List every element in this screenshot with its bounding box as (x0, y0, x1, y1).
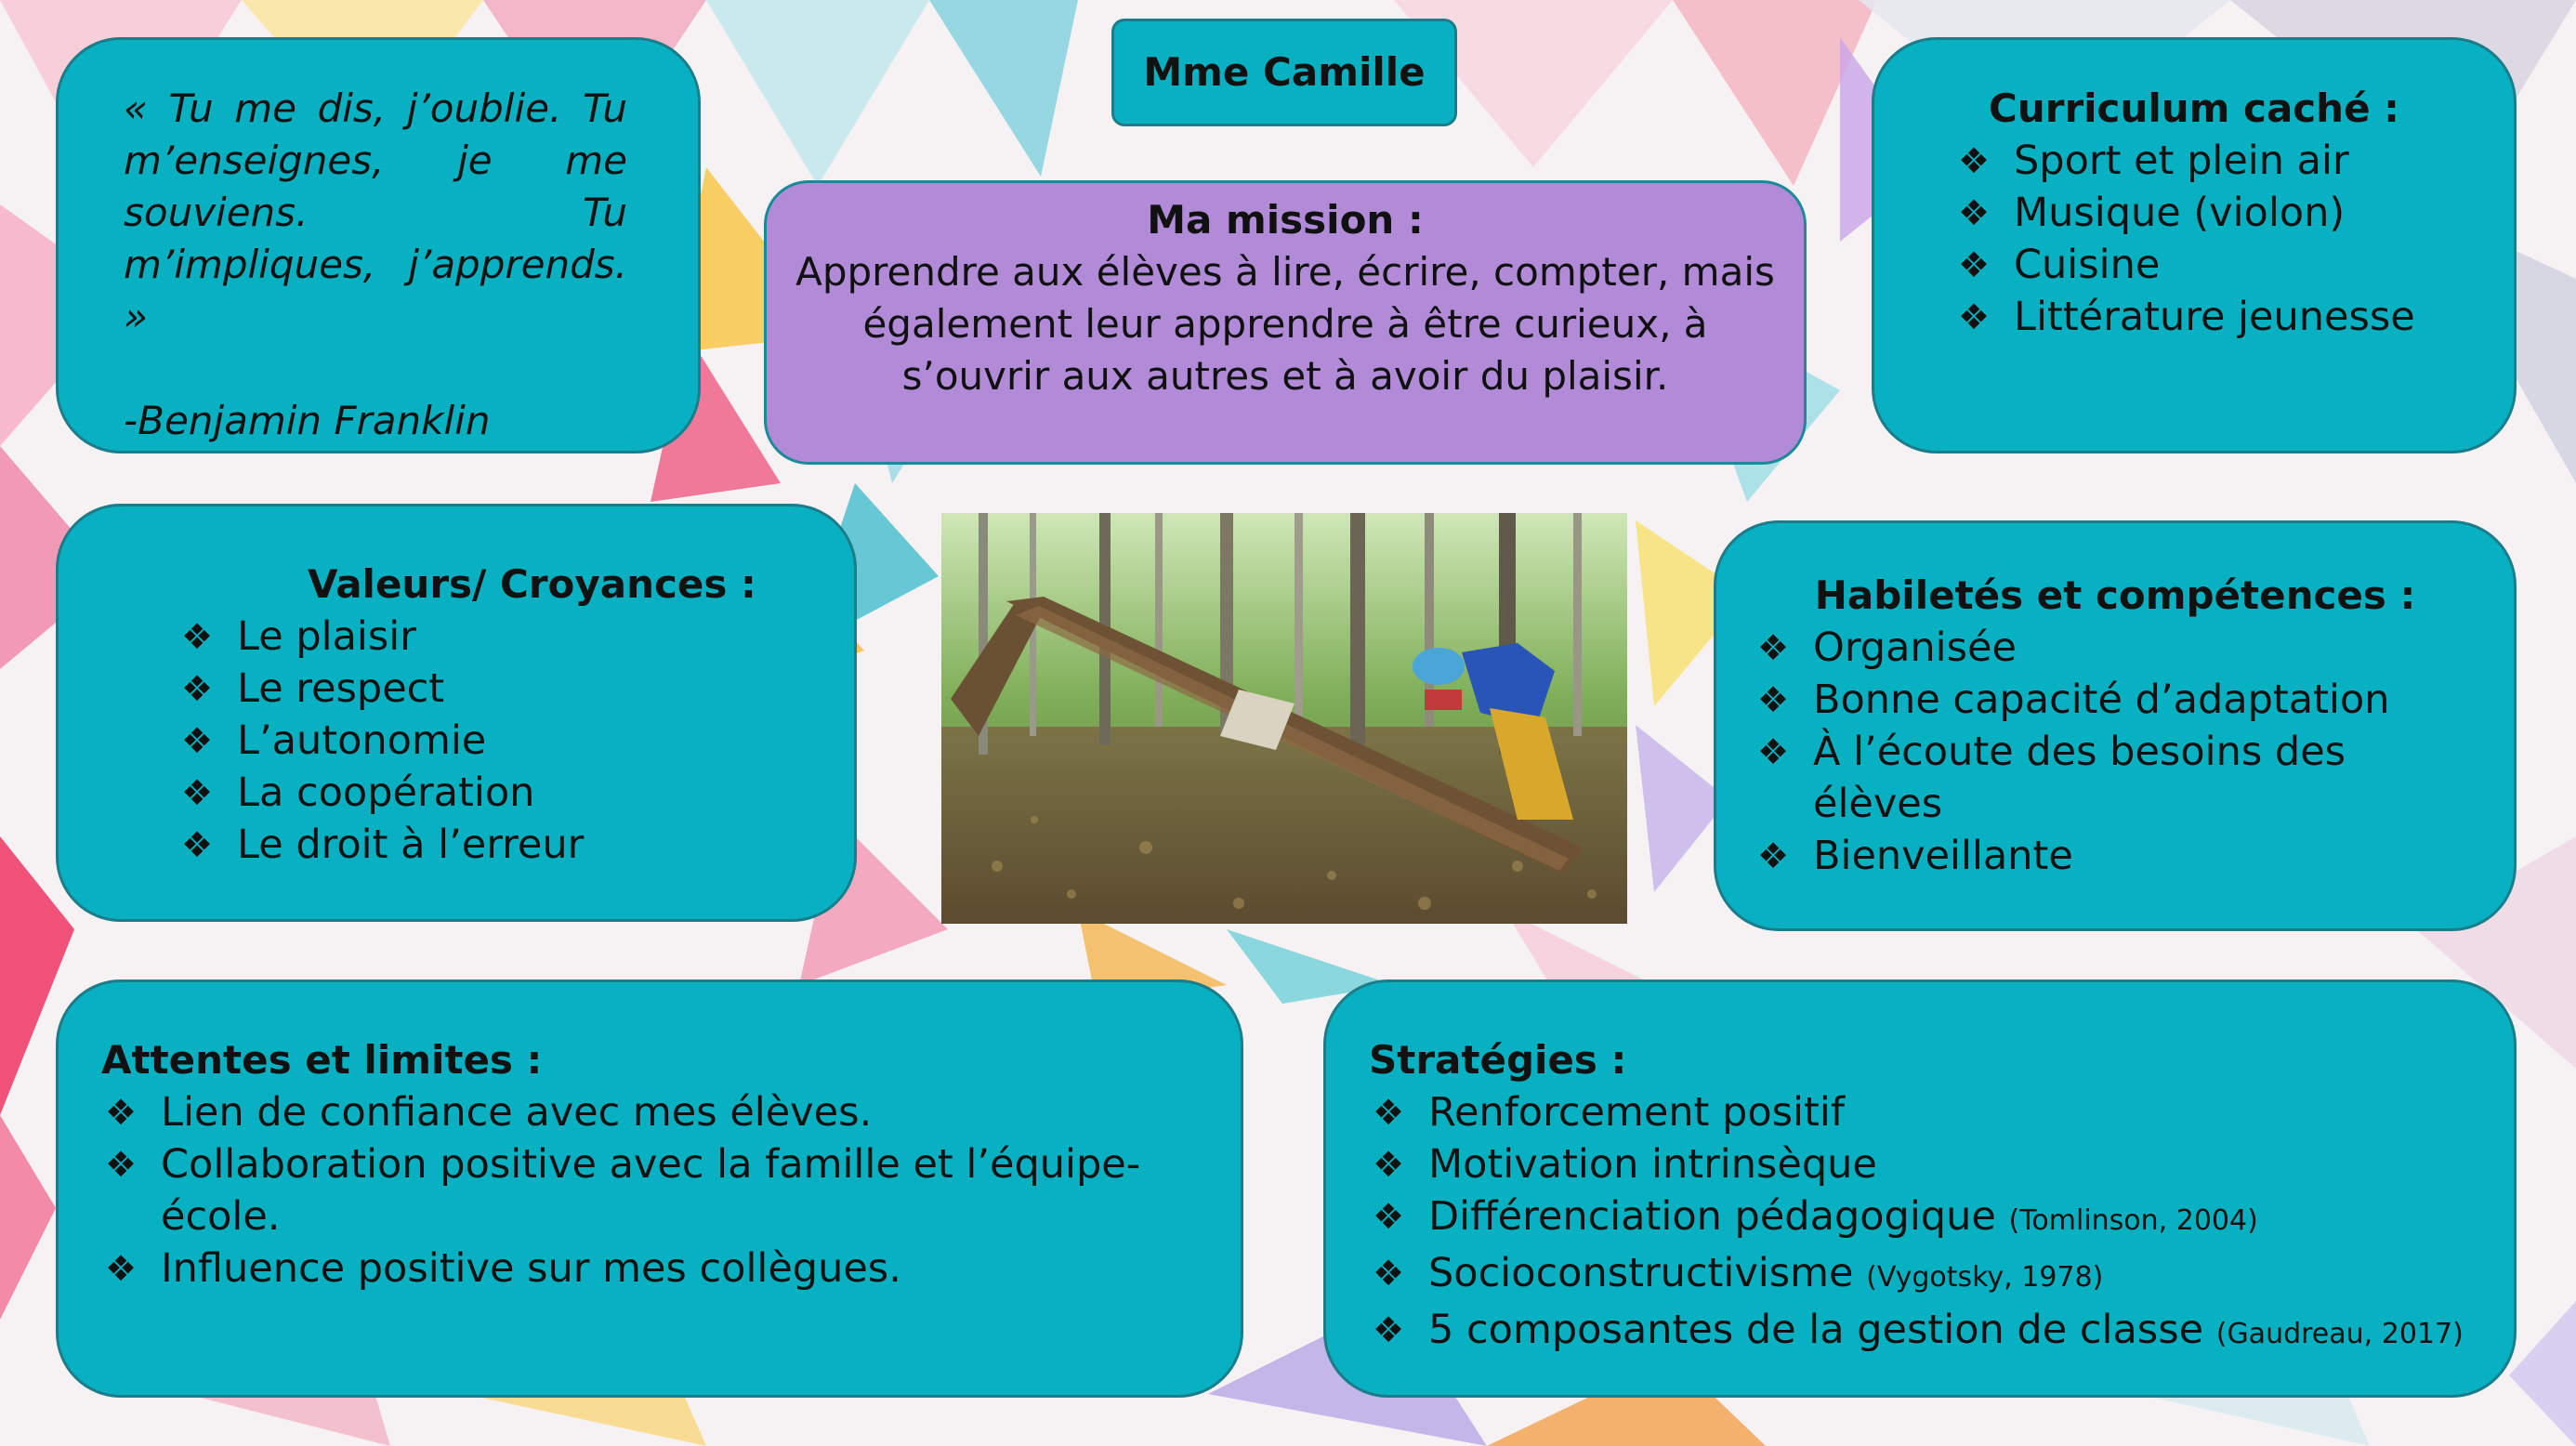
diamond-bullet-icon: ❖ (105, 1248, 138, 1289)
diamond-bullet-icon: ❖ (1757, 627, 1790, 668)
page-title: Mme Camille (1143, 49, 1426, 95)
list-item: ❖ Lien de confiance avec mes élèves. (101, 1086, 1203, 1138)
diamond-bullet-icon: ❖ (1757, 731, 1790, 772)
mission-box (764, 180, 1807, 465)
diamond-bullet-icon: ❖ (1958, 192, 1991, 233)
habiletes-heading: Habiletés et compétences : (1814, 572, 2416, 618)
forest-photo (941, 513, 1627, 924)
forest-photo-image (941, 513, 1627, 924)
diamond-bullet-icon: ❖ (105, 1144, 138, 1185)
valeurs-list (177, 611, 835, 871)
mission-heading: Ma mission : (1147, 197, 1424, 243)
list-item: ❖ Renforcement positif (1369, 1086, 2495, 1138)
strategies-list (1369, 1086, 2495, 1361)
list-item: ❖ Motivation intrinsèque (1369, 1138, 2495, 1190)
list-item: ❖ Littérature jeunesse (1954, 291, 2495, 343)
list-item: ❖ Le droit à l’erreur (177, 819, 835, 871)
title-box (1111, 19, 1457, 126)
diamond-bullet-icon: ❖ (1958, 140, 1991, 181)
list-item: ❖ Musique (violon) (1954, 187, 2495, 239)
diamond-bullet-icon: ❖ (1373, 1092, 1405, 1133)
diamond-bullet-icon: ❖ (1958, 296, 1991, 337)
list-item: ❖ Le respect (177, 663, 835, 715)
attentes-list (101, 1086, 1203, 1295)
diamond-bullet-icon: ❖ (105, 1092, 138, 1133)
list-item: ❖ L’autonomie (177, 715, 835, 767)
curriculum-list (1954, 135, 2495, 343)
strategies-heading: Stratégies : (1369, 1037, 1627, 1083)
citation: (Gaudreau, 2017) (2215, 1318, 2464, 1350)
diamond-bullet-icon: ❖ (181, 616, 214, 657)
list-item: ❖ Cuisine (1954, 239, 2495, 291)
curriculum-heading: Curriculum caché : (1989, 85, 2399, 131)
citation: (Tomlinson, 2004) (2008, 1204, 2258, 1237)
attentes-heading: Attentes et limites : (101, 1037, 543, 1083)
diamond-bullet-icon: ❖ (181, 772, 214, 813)
strategies-box (1323, 979, 2517, 1398)
diamond-bullet-icon: ❖ (1373, 1144, 1405, 1185)
curriculum-box (1872, 37, 2517, 454)
mission-body: Apprendre aux élèves à lire, écrire, compter, mais également leur apprendre à être curieux, à s’ouvrir aux autres et à avoir du plaisir. (795, 249, 1775, 399)
diamond-bullet-icon: ❖ (1373, 1253, 1405, 1294)
quote-text: « Tu me dis, j’oublie. Tu m’enseignes, je me souviens. Tu m’impliques, j’apprends. » (124, 85, 627, 339)
list-item: ❖ 5 composantes de la gestion de classe (Gaudreau, 2017) (1369, 1304, 2495, 1361)
habiletes-box (1714, 520, 2517, 931)
diamond-bullet-icon: ❖ (1757, 835, 1790, 876)
list-item: ❖ À l’écoute des besoins des élèves (1754, 726, 2426, 830)
list-item: ❖ Bienveillante (1754, 830, 2495, 882)
diamond-bullet-icon: ❖ (1373, 1309, 1405, 1350)
citation: (Vygotsky, 1978) (1866, 1261, 2104, 1294)
valeurs-heading: Valeurs/ Croyances : (308, 561, 756, 607)
list-item: ❖ Organisée (1754, 622, 2495, 674)
diamond-bullet-icon: ❖ (1373, 1196, 1405, 1237)
list-item: ❖ La coopération (177, 767, 835, 819)
list-item: ❖ Sport et plein air (1954, 135, 2495, 187)
diamond-bullet-icon: ❖ (181, 668, 214, 709)
list-item: ❖ Socioconstructivisme (Vygotsky, 1978) (1369, 1247, 2495, 1304)
list-item: ❖ Influence positive sur mes collègues. (101, 1242, 1203, 1295)
diamond-bullet-icon: ❖ (181, 824, 214, 865)
valeurs-box (56, 504, 857, 922)
diamond-bullet-icon: ❖ (181, 720, 214, 761)
list-item: ❖ Le plaisir (177, 611, 835, 663)
diamond-bullet-icon: ❖ (1757, 679, 1790, 720)
list-item: ❖ Différenciation pédagogique (Tomlinson, 2004) (1369, 1190, 2495, 1247)
attentes-box (56, 979, 1243, 1398)
quote-author: -Benjamin Franklin (124, 398, 491, 443)
list-item: ❖ Bonne capacité d’adaptation (1754, 674, 2495, 726)
habiletes-list (1754, 622, 2495, 882)
diamond-bullet-icon: ❖ (1958, 244, 1991, 285)
quote-box (56, 37, 701, 454)
list-item: ❖ Collaboration positive avec la famille et l’équipe-école. (101, 1138, 1146, 1242)
